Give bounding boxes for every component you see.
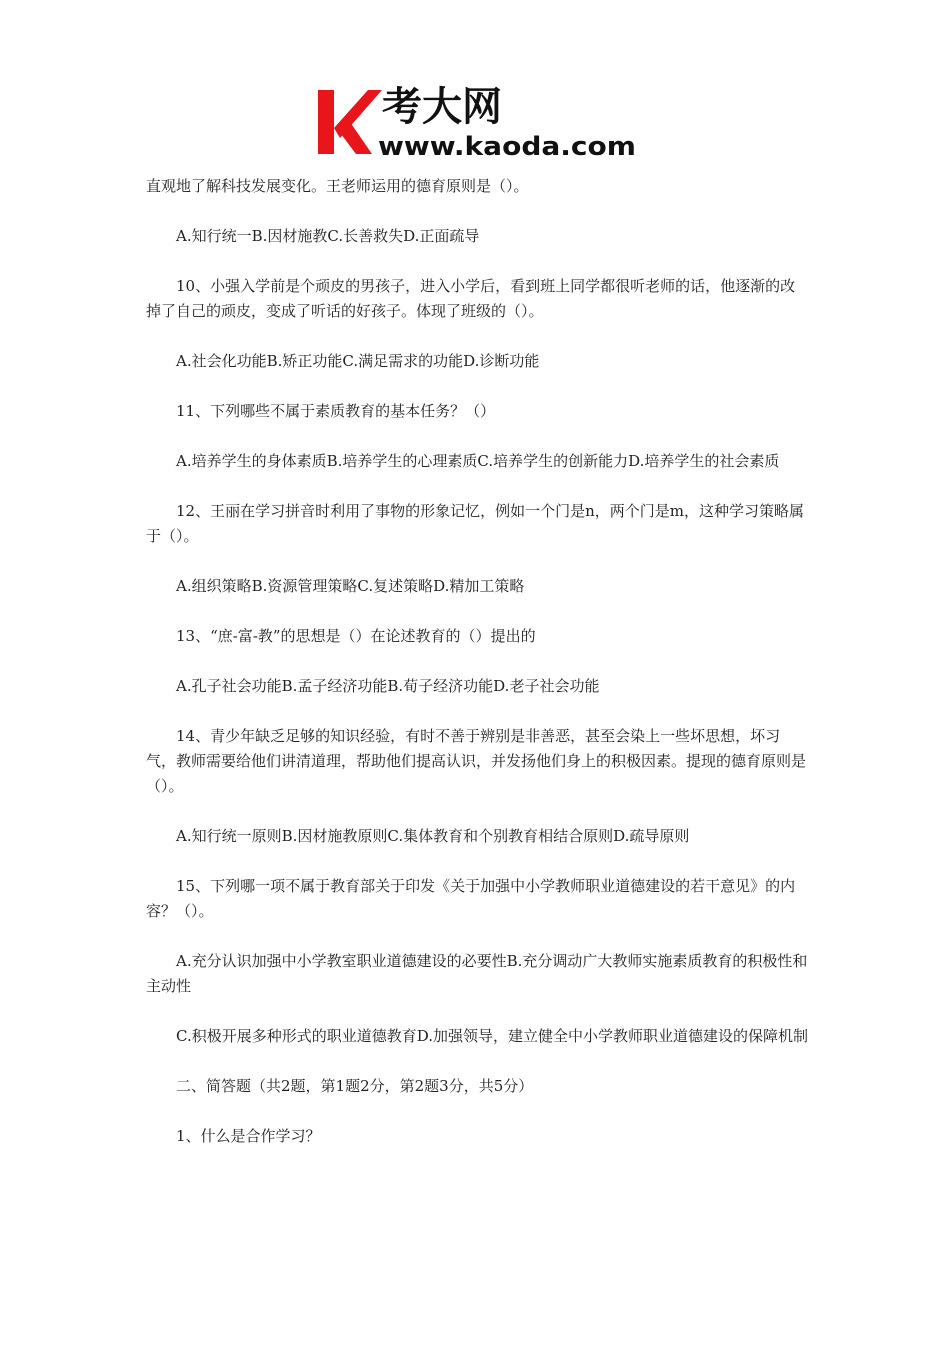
kaoda-logo bbox=[316, 82, 646, 164]
question-10-options: A.社会化功能B.矫正功能C.满足需求的功能D.诊断功能 bbox=[176, 352, 540, 370]
question-10: 10、小强入学前是个顽皮的男孩子，进入小学后，看到班上同学都很听老师的话，他逐渐的改掉了自己的顽皮，变成了听话的好孩子。体现了班级的（）。 bbox=[146, 277, 796, 320]
question-12-options: A.组织策略B.资源管理策略C.复述策略D.精加工策略 bbox=[176, 577, 525, 595]
question-12: 12、王丽在学习拼音时利用了事物的形象记忆，例如一个门是n，两个门是m，这种学习策略属于（）。 bbox=[146, 502, 804, 545]
question-15-options-ab: A.充分认识加强中小学教室职业道德建设的必要性B.充分调动广大教师实施素质教育的积极性和主动性 bbox=[146, 952, 808, 995]
question-14-options: A.知行统一原则B.因材施教原则C.集体教育和个别教育相结合原则D.疏导原则 bbox=[176, 827, 690, 845]
document-body bbox=[146, 174, 808, 1174]
question-14: 14、青少年缺乏足够的知识经验，有时不善于辨别是非善恶，甚至会染上一些坏思想，坏习气，教师需要给他们讲清道理，帮助他们提高认识，并发扬他们身上的积极因素。提现的德育原则是（）。 bbox=[146, 727, 807, 795]
paragraph-continuation: 直观地了解科技发展变化。王老师运用的德育原则是（）。 bbox=[146, 177, 529, 195]
question-13-options: A.孔子社会功能B.孟子经济功能B.荀子经济功能D.老子社会功能 bbox=[176, 677, 600, 695]
question-9-options: A.知行统一B.因材施教C.长善救失D.正面疏导 bbox=[176, 227, 480, 245]
short-answer-question-1: 1、什么是合作学习？ bbox=[176, 1127, 321, 1145]
question-13: 13、“庶-富-教”的思想是（）在论述教育的（）提出的 bbox=[176, 627, 536, 645]
question-15: 15、下列哪一项不属于教育部关于印发《关于加强中小学教师职业道德建设的若干意见》的内容？（）。 bbox=[146, 877, 796, 920]
question-11-options: A.培养学生的身体素质B.培养学生的心理素质C.培养学生的创新能力D.培养学生的社会素质 bbox=[176, 452, 780, 470]
question-15-options-cd: C.积极开展多种形式的职业道德教育D.加强领导，建立健全中小学教师职业道德建设的保障机制 bbox=[176, 1027, 808, 1045]
question-11: 11、下列哪些不属于素质教育的基本任务？（） bbox=[176, 402, 496, 420]
logo-brand-text: 考大网 bbox=[382, 84, 502, 130]
logo-url-text: www.kaoda.com bbox=[378, 132, 636, 162]
section-heading-short-answer: 二、简答题（共2题，第1题2分，第2题3分，共5分） bbox=[176, 1077, 534, 1095]
k-mark-icon bbox=[318, 90, 382, 154]
kaoda-logo-graphic bbox=[316, 82, 646, 164]
